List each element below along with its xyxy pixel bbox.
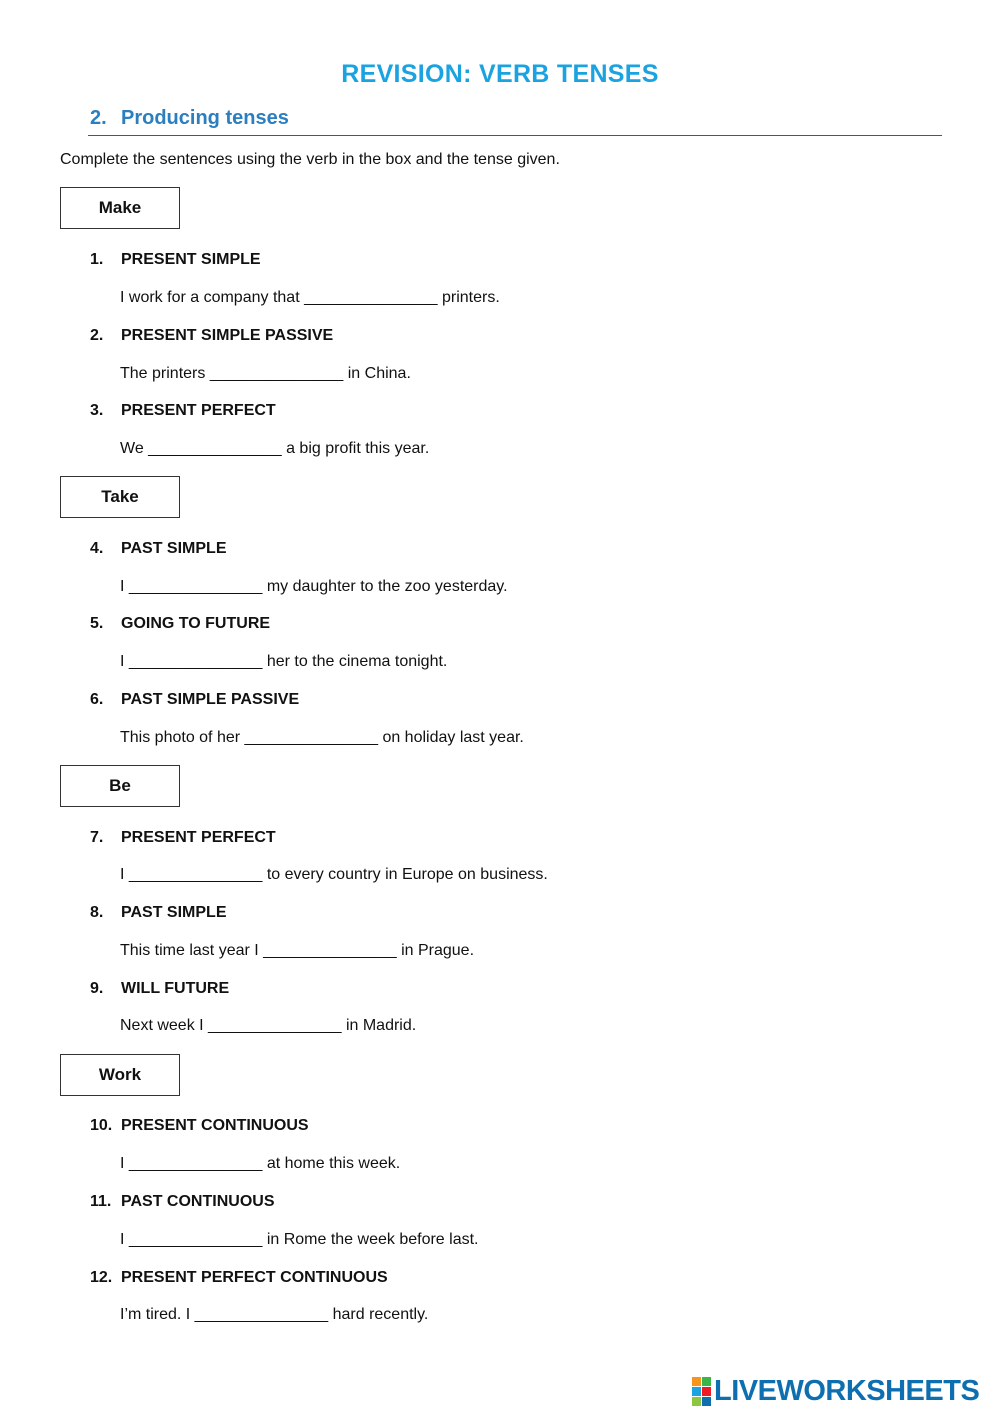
- item-tense: PRESENT CONTINUOUS: [121, 1117, 309, 1134]
- verb-box-be: Be: [60, 765, 180, 807]
- item-10-sentence[interactable]: I _______________ at home this week.: [120, 1155, 401, 1172]
- item-number: 4.: [90, 540, 104, 557]
- item-6-sentence[interactable]: This photo of her _______________ on holiday last year.: [120, 729, 524, 746]
- item-5-heading: [90, 615, 270, 633]
- item-11-sentence[interactable]: I _______________ in Rome the week before last.: [120, 1231, 479, 1248]
- item-5-sentence[interactable]: I _______________ her to the cinema tonight.: [120, 653, 448, 670]
- page-title: REVISION: VERB TENSES: [341, 60, 659, 88]
- item-tense: PAST SIMPLE PASSIVE: [121, 691, 300, 708]
- item-number: 9.: [90, 980, 104, 997]
- item-9-heading: [90, 980, 229, 998]
- section-heading: [90, 107, 289, 130]
- item-12-heading: [90, 1269, 388, 1287]
- item-tense: PAST SIMPLE: [121, 904, 227, 921]
- item-number: 12.: [90, 1269, 113, 1286]
- item-tense: PRESENT PERFECT CONTINUOUS: [121, 1269, 388, 1286]
- item-3-heading: [90, 402, 276, 420]
- item-8-heading: [90, 904, 227, 922]
- liveworksheets-logo-icon: [692, 1377, 711, 1406]
- item-number: 7.: [90, 829, 104, 846]
- item-tense: PAST SIMPLE: [121, 540, 227, 557]
- item-7-heading: [90, 829, 276, 847]
- section-number: 2.: [90, 107, 107, 129]
- item-number: 6.: [90, 691, 104, 708]
- item-tense: PRESENT PERFECT: [121, 829, 276, 846]
- item-4-heading: [90, 540, 227, 558]
- logo-text: LIVEWORKSHEETS: [714, 1374, 980, 1407]
- item-number: 1.: [90, 251, 104, 268]
- item-tense: PAST CONTINUOUS: [121, 1193, 275, 1210]
- verb-box-make: Make: [60, 187, 180, 229]
- section-title: Producing tenses: [121, 107, 289, 129]
- item-2-sentence[interactable]: The printers _______________ in China.: [120, 365, 411, 382]
- section-divider: [88, 135, 942, 136]
- item-number: 5.: [90, 615, 104, 632]
- item-11-heading: [90, 1193, 274, 1211]
- item-10-heading: [90, 1117, 309, 1135]
- liveworksheets-logo[interactable]: [692, 1372, 979, 1410]
- item-tense: PRESENT SIMPLE: [121, 251, 261, 268]
- item-tense: WILL FUTURE: [121, 980, 230, 997]
- item-2-heading: [90, 327, 333, 345]
- item-3-sentence[interactable]: We _______________ a big profit this year.: [120, 440, 430, 457]
- item-tense: GOING TO FUTURE: [121, 615, 271, 632]
- verb-box-take: Take: [60, 476, 180, 518]
- item-number: 10.: [90, 1117, 113, 1134]
- item-number: 11.: [90, 1193, 112, 1210]
- instructions: Complete the sentences using the verb in the box and the tense given.: [60, 151, 560, 168]
- item-9-sentence[interactable]: Next week I _______________ in Madrid.: [120, 1017, 417, 1034]
- item-number: 8.: [90, 904, 104, 921]
- item-tense: PRESENT PERFECT: [121, 402, 276, 419]
- item-4-sentence[interactable]: I _______________ my daughter to the zoo yesterday.: [120, 578, 508, 595]
- item-number: 2.: [90, 327, 104, 344]
- item-8-sentence[interactable]: This time last year I _______________ in Prague.: [120, 942, 475, 959]
- item-tense: PRESENT SIMPLE PASSIVE: [121, 327, 334, 344]
- item-1-heading: [90, 251, 261, 269]
- item-number: 3.: [90, 402, 104, 419]
- verb-box-work: Work: [60, 1054, 180, 1096]
- item-7-sentence[interactable]: I _______________ to every country in Europe on business.: [120, 866, 548, 883]
- item-1-sentence[interactable]: I work for a company that _______________ printers.: [120, 289, 500, 306]
- item-6-heading: [90, 691, 299, 709]
- item-12-sentence[interactable]: I’m tired. I _______________ hard recently.: [120, 1306, 429, 1323]
